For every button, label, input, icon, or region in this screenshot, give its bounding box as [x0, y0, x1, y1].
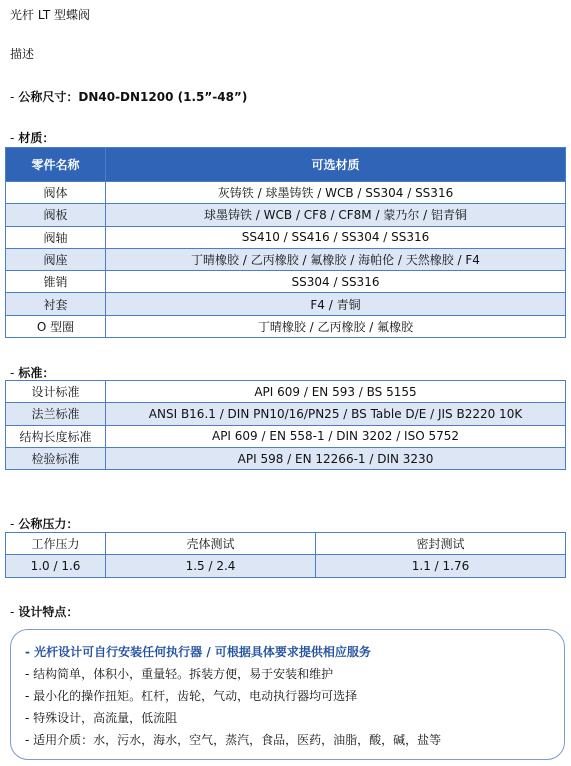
feature-item: - 最小化的操作扭矩。杠杆，齿轮，气动，电动执行器均可选择 [25, 689, 358, 703]
standards-heading [10, 364, 54, 381]
table-cell-standard-type: 设计标准 [6, 381, 106, 403]
bullet-dash: - [10, 90, 15, 104]
pressure-heading-text: 公称压力： [18, 517, 79, 531]
pressure-value-working: 1.0 / 1.6 [6, 555, 106, 577]
standards-heading-text: 标准： [18, 366, 55, 380]
pressure-table [5, 532, 566, 578]
description-label: 描述 [10, 47, 35, 61]
table-cell-part: 阀体 [6, 182, 106, 204]
table-cell-standard-type: 检验标准 [6, 447, 106, 469]
materials-heading [10, 129, 54, 146]
materials-heading-text: 材质： [18, 131, 55, 145]
table-cell-part: 阀板 [6, 204, 106, 226]
standards-table [5, 380, 566, 470]
table-cell-material: F4 / 青铜 [106, 293, 566, 315]
table-cell-part: 衬套 [6, 293, 106, 315]
table-cell-standard-value: API 609 / EN 593 / BS 5155 [106, 381, 566, 403]
table-cell-part: 锥销 [6, 271, 106, 293]
table-cell-material: SS410 / SS416 / SS304 / SS316 [106, 226, 566, 248]
table-cell-material: 丁晴橡胶 / 乙丙橡胶 / 氟橡胶 [106, 315, 566, 337]
feature-item: - 结构简单，体积小，重量轻。拆装方便，易于安装和维护 [25, 667, 334, 681]
feature-item: - 适用介质：水，污水，海水，空气，蒸汽，食品，医药，油脂，酸，碱，盐等 [25, 733, 442, 747]
pressure-value-seal: 1.1 / 1.76 [316, 555, 566, 577]
feature-item-highlight: - 光杆设计可自行安装任何执行器 / 可根据具体要求提供相应服务 [25, 645, 371, 659]
table-cell-material: SS304 / SS316 [106, 271, 566, 293]
table-cell-material: 球墨铸铁 / WCB / CF8 / CF8M / 蒙乃尔 / 铝青铜 [106, 204, 566, 226]
bullet-dash: - [10, 605, 15, 619]
materials-header-part: 零件名称 [6, 148, 106, 182]
table-cell-part: O 型圈 [6, 315, 106, 337]
feature-item: - 特殊设计，高流量，低流阻 [25, 711, 178, 725]
bullet-dash: - [10, 366, 15, 380]
features-heading [10, 603, 78, 620]
features-heading-text: 设计特点： [18, 605, 79, 619]
nominal-size-value: DN40-DN1200 (1.5”-48”) [78, 90, 248, 104]
materials-table [5, 147, 566, 338]
table-cell-standard-value: API 609 / EN 558-1 / DIN 3202 / ISO 5752 [106, 425, 566, 447]
table-cell-standard-type: 结构长度标准 [6, 425, 106, 447]
table-cell-material: 灰铸铁 / 球墨铸铁 / WCB / SS304 / SS316 [106, 182, 566, 204]
nominal-size-label: 公称尺寸： [18, 90, 79, 104]
table-cell-material: 丁晴橡胶 / 乙丙橡胶 / 氟橡胶 / 海帕伦 / 天然橡胶 / F4 [106, 248, 566, 270]
table-cell-part: 阀座 [6, 248, 106, 270]
pressure-value-shell: 1.5 / 2.4 [106, 555, 316, 577]
table-cell-standard-value: ANSI B16.1 / DIN PN10/16/PN25 / BS Table D/E / JIS B2220 10K [106, 403, 566, 425]
pressure-header-working: 工作压力 [6, 533, 106, 555]
features-box [10, 629, 565, 760]
pressure-header-seal: 密封测试 [316, 533, 566, 555]
table-cell-part: 阀轴 [6, 226, 106, 248]
nominal-size-line [10, 88, 247, 105]
materials-header-material: 可选材质 [106, 148, 566, 182]
bullet-dash: - [10, 131, 15, 145]
bullet-dash: - [10, 517, 15, 531]
table-cell-standard-value: API 598 / EN 12266-1 / DIN 3230 [106, 447, 566, 469]
page-title: 光杆 LT 型蝶阀 [10, 8, 90, 22]
pressure-header-shell: 壳体测试 [106, 533, 316, 555]
table-cell-standard-type: 法兰标准 [6, 403, 106, 425]
pressure-heading [10, 515, 78, 532]
